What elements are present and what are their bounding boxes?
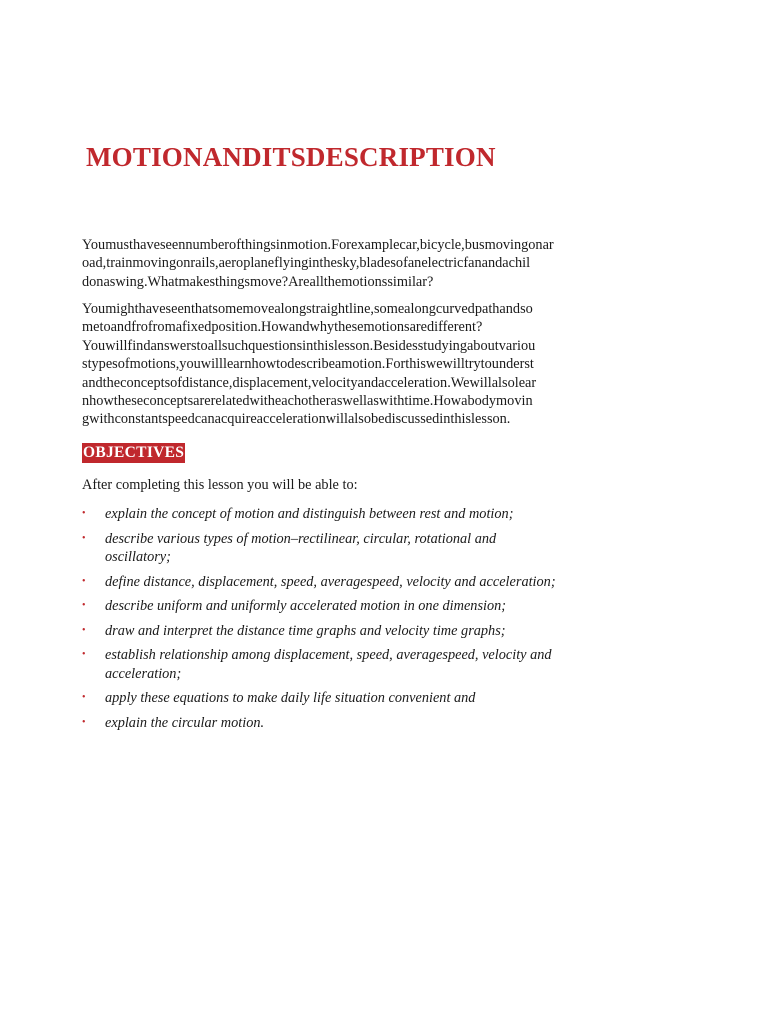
- paragraph-line: Youwillfindanswerstoallsuchquestionsinthislesson.Besidesstudyingaboutvariou: [82, 337, 536, 354]
- bullet-icon: •: [82, 508, 86, 519]
- objective-text: define distance, displacement, speed, averagespeed, velocity and acceleration;: [105, 573, 556, 590]
- paragraph-line: oad,trainmovingonrails,aeroplaneflyinginthesky,bladesofanelectricfanandachil: [82, 255, 531, 272]
- document-title: MOTIONANDITSDESCRIPTION: [86, 142, 496, 172]
- objective-item: [82, 505, 562, 523]
- objective-text: explain the circular motion.: [105, 714, 265, 731]
- paragraph-line: nhowtheseconceptsarerelatedwitheachotheraswellaswithtime.Howabodymovin: [82, 393, 533, 410]
- objective-item: [82, 573, 562, 591]
- bullet-icon: •: [82, 624, 86, 636]
- objectives-intro: After completing this lesson you will be able to:: [82, 477, 358, 493]
- objective-item: [82, 689, 562, 707]
- objective-item: [82, 646, 562, 683]
- paragraph-line: stypesofmotions,youwilllearnhowtodescribeamotion.Forthiswewilltrytounderst: [82, 356, 534, 373]
- bullet-icon: •: [82, 716, 86, 728]
- objective-item: [82, 622, 562, 640]
- paragraph-line: metoandfrofromafixedposition.Howandwhythesemotionsaredifferent?: [82, 319, 483, 336]
- paragraph-line: gwithconstantspeedcanacquireaccelerationwillalsobediscussedinthislesson.: [82, 411, 511, 428]
- objective-text: describe various types of motion–rectilinear, circular, rotational and oscillatory;: [105, 530, 497, 565]
- bullet-icon: •: [82, 532, 86, 544]
- bullet-icon: •: [82, 649, 86, 661]
- objective-text: draw and interpret the distance time graphs and velocity time graphs;: [105, 622, 506, 639]
- bullet-icon: •: [82, 692, 86, 704]
- objective-item: [82, 714, 562, 732]
- objective-item: [82, 597, 562, 615]
- objective-text: describe uniform and uniformly accelerated motion in one dimension;: [105, 598, 507, 615]
- paragraph-line: donaswing.Whatmakesthingsmove?Areallthemotionssimilar?: [82, 273, 434, 290]
- paragraph-line: andtheconceptsofdistance,displacement,velocityandacceleration.Wewillalsolear: [82, 374, 537, 391]
- paragraph-line: Youmighthaveseenthatsomemovealongstraightline,somealongcurvedpathandso: [82, 301, 533, 317]
- bullet-icon: •: [82, 575, 86, 587]
- objectives-heading: OBJECTIVES: [83, 444, 185, 461]
- objective-text: establish relationship among displacement, speed, averagespeed, velocity and acceleration;: [105, 647, 552, 682]
- bullet-icon: •: [82, 600, 86, 612]
- intro-paragraph-1: [82, 236, 572, 291]
- objective-item: [82, 530, 562, 567]
- intro-paragraph-2: [82, 300, 572, 429]
- objective-text: explain the concept of motion and distinguish between rest and motion;: [105, 506, 514, 522]
- objectives-list: [82, 505, 562, 739]
- paragraph-line: Youmusthaveseennumberofthingsinmotion.Forexamplecar,bicycle,busmovingonar: [82, 237, 554, 253]
- objective-text: apply these equations to make daily life situation convenient and: [105, 690, 476, 707]
